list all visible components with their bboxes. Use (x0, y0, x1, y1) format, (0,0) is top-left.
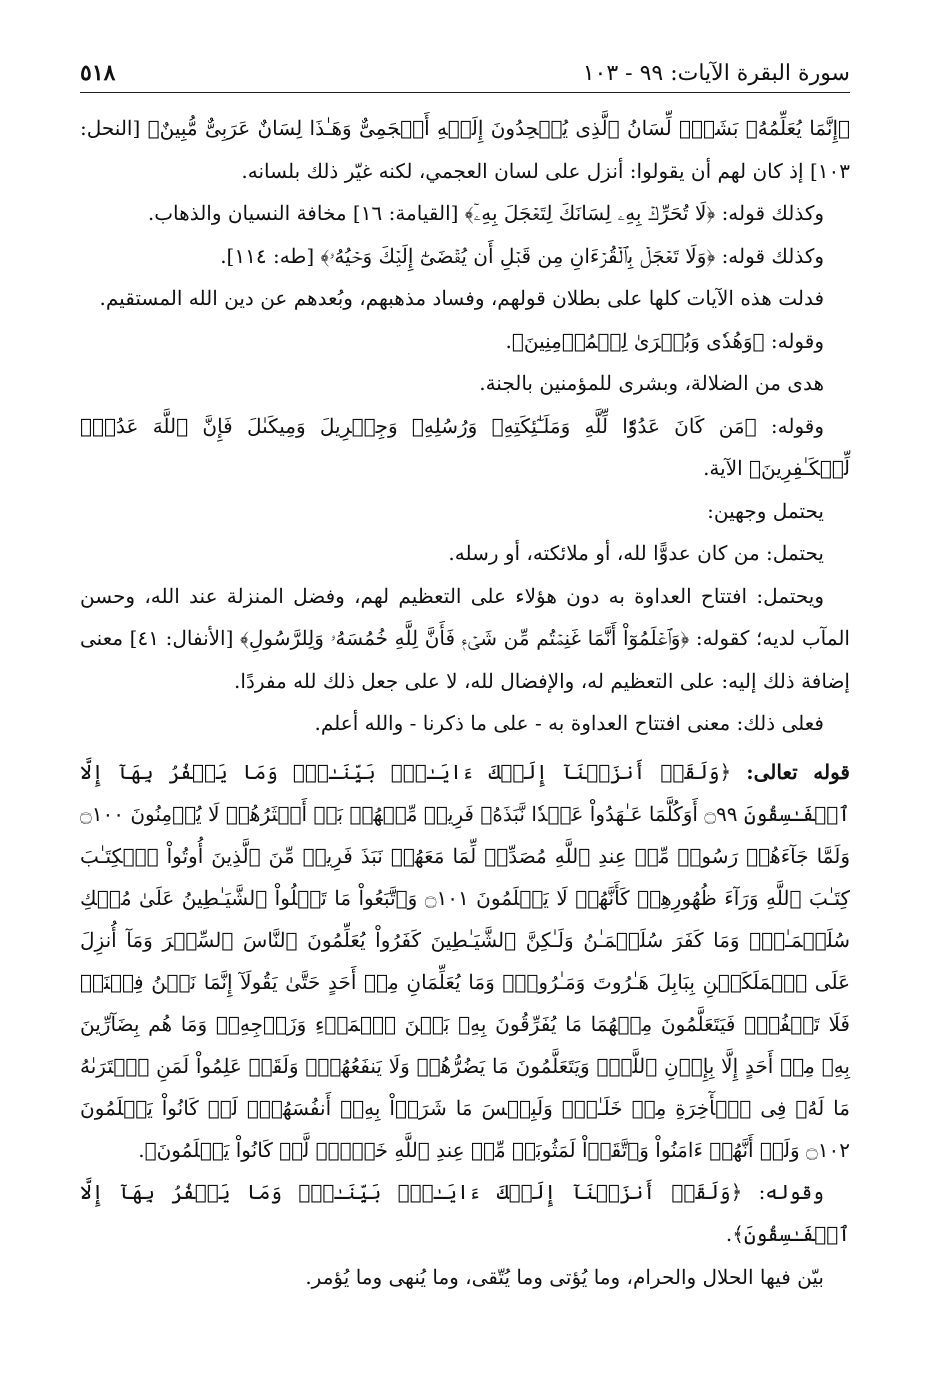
paragraph: ويحتمل: افتتاح العداوة به دون هؤلاء على التعظيم لهم، وفضل المنزلة عند الله، وحسن المآب لديه؛ كقوله: ﴿وَٱعۡلَمُوٓاْ أَنَّمَا غَنِمۡتُم مِّن شَىۡءٖ فَأَنَّ لِلَّهِ خُمُسَهُۥ وَلِلرَّسُولِ﴾ [الأنفال: ٤١] معنى إضافة ذلك إليه: على التعظيم له، والإفضال لله، لا على جعل ذلك لله مفردًا. (80, 583, 850, 693)
page-number: ٥١٨ (80, 60, 116, 86)
verse-text: ﴿وَلَقَدۡ أَنزَلۡنَآ إِلَيۡكَ ءَايَـٰتِۭ بَيِّنَـٰتٖۖ وَمَا يَكۡفُرُ بِهَآ إِلَّا ٱلۡفَـٰسِقُونَ ۝٩٩ أَوَكُلَّمَا عَـٰهَدُواْ عَهۡدٗا نَّبَذَهُۥ فَرِيقٞ مِّنۡهُمۚ بَلۡ أَكۡثَرُهُمۡ لَا يُؤۡمِنُونَ ۝١٠٠ وَلَمَّا جَآءَهُمۡ رَسُولٞ مِّنۡ عِندِ ٱللَّهِ مُصَدِّقٞ لِّمَا مَعَهُمۡ نَبَذَ فَرِيقٞ مِّنَ ٱلَّذِينَ أُوتُواْ ٱلۡكِتَـٰبَ كِتَـٰبَ ٱللَّهِ وَرَآءَ ظُهُورِهِمۡ كَأَنَّهُمۡ لَا يَعۡلَمُونَ ۝١٠١ وَٱتَّبَعُواْ مَا تَتۡلُواْ ٱلشَّيَـٰطِينُ عَلَىٰ مُلۡكِ سُلَيۡمَـٰنَۖ وَمَا كَفَرَ سُلَيۡمَـٰنُ وَلَـٰكِنَّ ٱلشَّيَـٰطِينَ كَفَرُواْ يُعَلِّمُونَ ٱلنَّاسَ ٱلسِّحۡرَ وَمَآ أُنزِلَ عَلَى ٱلۡمَلَكَيۡنِ بِبَابِلَ هَـٰرُوتَ وَمَـٰرُوتَۚ وَمَا يُعَلِّمَانِ مِنۡ أَحَدٍ حَتَّىٰ يَقُولَآ إِنَّمَا نَحۡنُ فِتۡنَةٞ فَلَا تَكۡفُرۡۖ فَيَتَعَلَّمُونَ مِنۡهُمَا مَا يُفَرِّقُونَ بِهِۦ بَيۡنَ ٱلۡمَرۡءِ وَزَوۡجِهِۦۚ وَمَا هُم بِضَآرِّينَ بِهِۦ مِنۡ أَحَدٍ إِلَّا بِإِذۡنِ ٱللَّهِۚ وَيَتَعَلَّمُونَ مَا يَضُرُّهُمۡ وَلَا يَنفَعُهُمۡۚ وَلَقَدۡ عَلِمُواْ لَمَنِ ٱشۡتَرَىٰهُ مَا لَهُۥ فِى ٱلۡأٓخِرَةِ مِنۡ خَلَـٰقٖۚ وَلَبِئۡسَ مَا شَرَوۡاْ بِهِۦٓ أَنفُسَهُمۡۚ لَوۡ كَانُواْ يَعۡلَمُونَ ۝١٠٢ وَلَوۡ أَنَّهُمۡ ءَامَنُواْ وَٱتَّقَوۡاْ لَمَثُوبَةٞ مِّنۡ عِندِ ٱللَّهِ خَيۡرٞۖ لَّوۡ كَانُواْ يَعۡلَمُونَ﴾. (80, 759, 850, 1162)
paragraph: يحتمل وجهين: (707, 498, 824, 523)
paragraph: فعلى ذلك: معنى افتتاح العداوة به - على ما ذكرنا - والله أعلم. (314, 711, 824, 735)
paragraph: هدى من الضلالة، وبشرى للمؤمنين بالجنة. (479, 371, 824, 395)
paragraph: فدلت هذه الآيات كلها على بطلان قولهم، وفساد مذهبهم، وبُعدهم عن دين الله المستقيم. (99, 286, 824, 310)
paragraph: وقوله: ﴿وَهُدٗى وَبُشۡرَىٰ لِلۡمُؤۡمِنِينَ﴾. (505, 328, 824, 353)
surah-title: سورة البقرة الآيات: ٩٩ - ١٠٣ (582, 61, 850, 86)
paragraph: ﴿إِنَّمَا يُعَلِّمُهُۥ بَشَرٌۗ لِّسَانُ ٱلَّذِى يُلۡحِدُونَ إِلَيۡهِ أَعۡجَمِىٌّ وَهَـٰذَا لِسَانٌ عَرَبِىٌّ مُّبِينٌ﴾ [النحل: ١٠٣] إذ كان لهم أن يقولوا: أنزل على لسان العجمي، لكنه غيّر ذلك بلسانه. (80, 116, 850, 183)
quran-verse-block (80, 751, 850, 1171)
paragraph: وقوله: ﴿مَن كَانَ عَدُوّٗا لِّلَّهِ وَمَلَـٰٓئِكَتِهِۦ وَرُسُلِهِۦ وَجِبۡرِيلَ وَمِيكَىٰلَ فَإِنَّ ٱللَّهَ عَدُوّٞ لِّلۡكَـٰفِرِينَ﴾ الآية. (80, 413, 850, 480)
paragraph: وكذلك قوله: ﴿لَا تُحَرِّكۡ بِهِۦ لِسَانَكَ لِتَعۡجَلَ بِهِۦٓ﴾ [القيامة: ١٦] مخافة النسيان والذهاب. (147, 201, 824, 225)
paragraph: يحتمل: من كان عدوًّا لله، أو ملائكته، أو رسله. (448, 541, 824, 565)
commentary-body (80, 107, 850, 745)
closing-commentary (80, 1171, 850, 1299)
paragraph: وقوله: ﴿وَلَقَدۡ أَنزَلۡنَآ إِلَيۡكَ ءَايَـٰتِۭ بَيِّنَـٰتٖۖ وَمَا يَكۡفُرُ بِهَآ إِلَّا ٱلۡفَـٰسِقُونَ﴾. (80, 1179, 850, 1246)
book-page (80, 60, 850, 1298)
verse-label: قوله تعالى: (746, 759, 850, 784)
paragraph: وكذلك قوله: ﴿وَلَا تَعۡجَلۡ بِٱلۡقُرۡءَانِ مِن قَبۡلِ أَن يُقۡضَىٰٓ إِلَيۡكَ وَحۡيُهُۥ﴾ [طه: ١١٤]. (220, 243, 824, 268)
paragraph: بيّن فيها الحلال والحرام، وما يُؤتى وما يُتّقى، وما يُنهى وما يُؤمر. (305, 1264, 824, 1289)
page-header (80, 60, 850, 93)
